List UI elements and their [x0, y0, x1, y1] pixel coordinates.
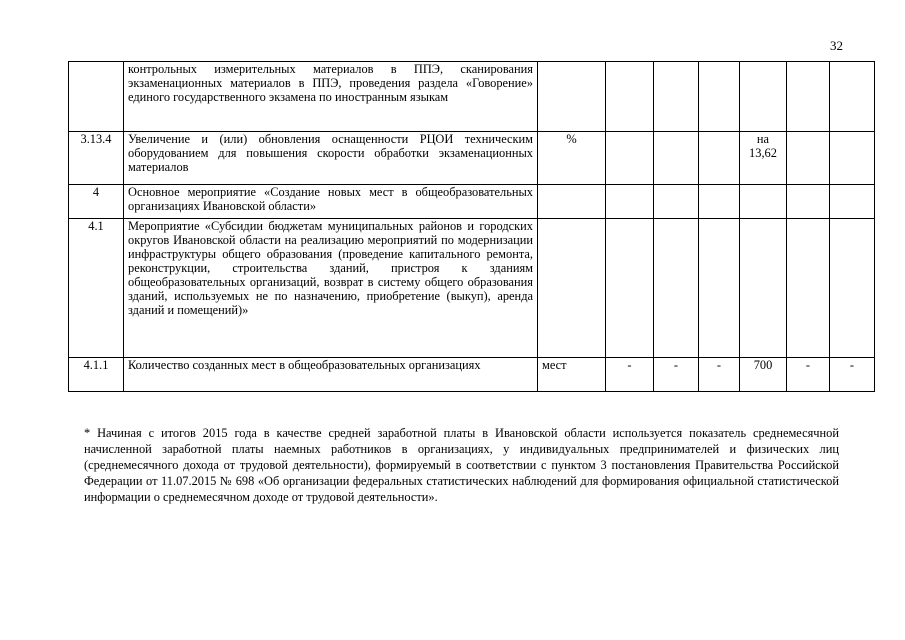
- row-value: -: [830, 358, 875, 392]
- row-value: [787, 219, 830, 358]
- footnote: * Начиная с итогов 2015 года в качестве средней заработной платы в Ивановской области используется показатель среднемесячной начисленной заработной платы наемных работников в организациях, у индивидуальных предпринимателей и физических лиц (среднемесячного дохода от трудовой деятельности), формируемый в соответствии с пунктом 3 постановления Правительства Российской Федерации от 11.07.2015 № 698 «Об организации федеральных статистических наблюдений для формирования официальной статистической информации о среднемесячном доходе от трудовой деятельности».: [84, 426, 839, 505]
- row-value: [606, 62, 654, 132]
- row-value: [699, 219, 740, 358]
- row-value: [654, 62, 699, 132]
- table-row: [69, 185, 875, 219]
- row-value: [654, 132, 699, 185]
- row-value: [787, 62, 830, 132]
- row-value: [606, 132, 654, 185]
- row-value: [606, 219, 654, 358]
- row-number: 3.13.4: [69, 132, 124, 185]
- row-unit: %: [538, 132, 606, 185]
- row-value: [699, 185, 740, 219]
- row-value: [787, 185, 830, 219]
- row-value: -: [606, 358, 654, 392]
- row-unit: [538, 62, 606, 132]
- row-unit: [538, 185, 606, 219]
- row-value: [699, 132, 740, 185]
- row-value: [606, 185, 654, 219]
- row-value: [699, 62, 740, 132]
- row-value: [830, 219, 875, 358]
- row-value: на 13,62: [740, 132, 787, 185]
- row-number: 4.1.1: [69, 358, 124, 392]
- row-value: [654, 185, 699, 219]
- row-description: контрольных измерительных материалов в ППЭ, сканирования экзаменационных материалов в ППЭ, проведения раздела «Говорение» единого государственного экзамена по иностранным языкам: [124, 62, 538, 132]
- row-value: -: [787, 358, 830, 392]
- measures-table: [68, 61, 875, 392]
- row-value: 700: [740, 358, 787, 392]
- row-description: Увеличение и (или) обновления оснащенности РЦОИ техническим оборудованием для повышения скорости обработки экзаменационных материалов: [124, 132, 538, 185]
- row-description: Количество созданных мест в общеобразовательных организациях: [124, 358, 538, 392]
- row-unit: [538, 219, 606, 358]
- row-number: 4: [69, 185, 124, 219]
- row-value: [740, 185, 787, 219]
- row-value: -: [699, 358, 740, 392]
- table-row: [69, 219, 875, 358]
- row-number: [69, 62, 124, 132]
- row-value: [654, 219, 699, 358]
- table-row: [69, 132, 875, 185]
- row-value: -: [654, 358, 699, 392]
- row-number: 4.1: [69, 219, 124, 358]
- row-value: [740, 219, 787, 358]
- row-description: Мероприятие «Субсидии бюджетам муниципальных районов и городских округов Ивановской области на реализацию мероприятий по модернизации инфраструктуры общего образования (проведение капитального ремонта, реконструкции, строительства зданий, пристроя к зданиям общеобразовательных организаций, возврат в систему общего образования зданий, используемых не по назначению, приобретение (выкуп), аренда зданий и помещений)»: [124, 219, 538, 358]
- row-description: Основное мероприятие «Создание новых мест в общеобразовательных организациях Ивановской области»: [124, 185, 538, 219]
- table-row: [69, 358, 875, 392]
- row-value: [830, 132, 875, 185]
- page-number: 32: [830, 38, 843, 53]
- row-value: [787, 132, 830, 185]
- row-unit: мест: [538, 358, 606, 392]
- row-value: [830, 185, 875, 219]
- table-row: [69, 62, 875, 132]
- row-value: [740, 62, 787, 132]
- row-value: [830, 62, 875, 132]
